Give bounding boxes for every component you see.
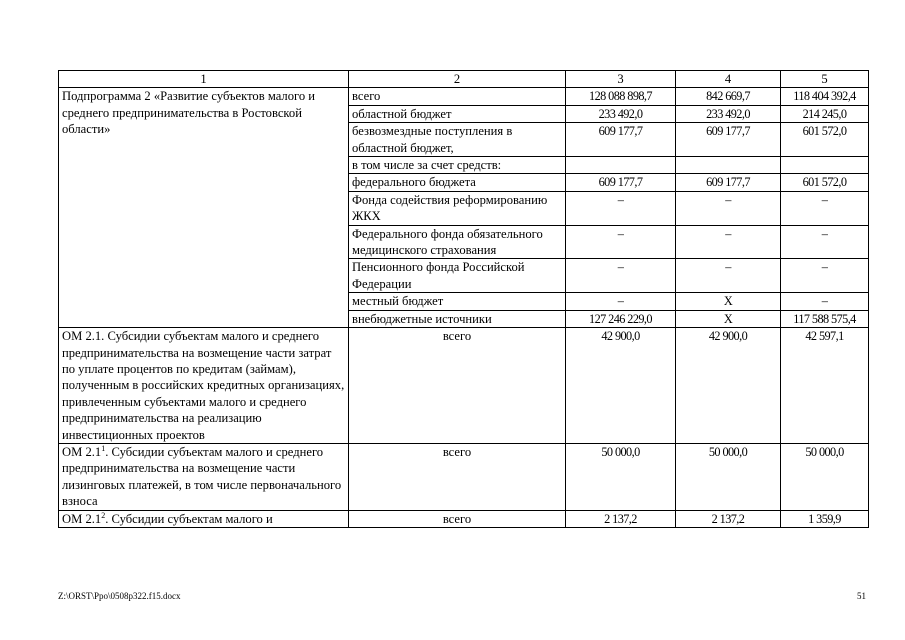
value-col3: 233 492,0 [566,105,676,122]
value-col5: 118 404 392,4 [781,88,869,105]
table-row [59,328,869,444]
value-col5: – [781,293,869,310]
value-col4: 842 669,7 [676,88,781,105]
source-label: всего [349,443,566,510]
value-col3 [566,157,676,174]
value-col4: 2 137,2 [676,510,781,527]
value-col3: 609 177,7 [566,174,676,191]
value-col4: Х [676,310,781,327]
om21-2-title [59,510,349,527]
source-label: федерального бюджета [349,174,566,191]
value-col4: – [676,191,781,225]
value-col3: 127 246 229,0 [566,310,676,327]
source-label: в том числе за счет средств: [349,157,566,174]
source-label: безвозмездные поступления в областной бюджет, [349,123,566,157]
value-col5: 214 245,0 [781,105,869,122]
value-col5: 601 572,0 [781,174,869,191]
om-text: . Субсидии субъектам малого и среднего предпринимательства на возмещение части лизинговых платежей, в том числе первоначального взноса [62,444,342,509]
value-col5: 42 597,1 [781,328,869,444]
om-text: . Субсидии субъектам малого и [105,511,273,526]
header-col-3: 3 [566,71,676,88]
value-col4: 42 900,0 [676,328,781,444]
value-col3: 128 088 898,7 [566,88,676,105]
value-col3: – [566,225,676,259]
source-label: всего [349,88,566,105]
value-col3: – [566,293,676,310]
value-col4: 609 177,7 [676,123,781,157]
source-label: областной бюджет [349,105,566,122]
value-col4: Х [676,293,781,310]
value-col5: 1 359,9 [781,510,869,527]
source-label: местный бюджет [349,293,566,310]
value-col5 [781,157,869,174]
page-number: 51 [857,591,866,601]
value-col5: – [781,191,869,225]
value-col3: – [566,191,676,225]
om21-title: ОМ 2.1. Субсидии субъектам малого и среднего предпринимательства на возмещение части затрат по уплате процентов по кредитам (займам), полученным в российских кредитных организациях, привлеченным субъектами малого и среднего предпринимательства на реализацию инвестиционных проектов [59,328,349,444]
source-label: Фонда содействия реформированию ЖКХ [349,191,566,225]
source-label: Федерального фонда обязательного медицинского страхования [349,225,566,259]
table-row [59,88,869,105]
value-col3: 42 900,0 [566,328,676,444]
subprogram-title: Подпрограмма 2 «Развитие субъектов малого и среднего предпринимательства в Ростовской области» [59,88,349,328]
source-label: внебюджетные источники [349,310,566,327]
table-header-row [59,71,869,88]
value-col4: 233 492,0 [676,105,781,122]
value-col5: – [781,225,869,259]
om-prefix: ОМ 2.1 [62,444,102,459]
value-col5: 50 000,0 [781,443,869,510]
value-col4: 50 000,0 [676,443,781,510]
value-col3: 50 000,0 [566,443,676,510]
footer-file-path: Z:\ORST\Ppo\0508p322.f15.docx [58,591,181,601]
value-col3: – [566,259,676,293]
value-col3: 609 177,7 [566,123,676,157]
budget-table [58,70,869,528]
table-row [59,510,869,527]
source-label: Пенсионного фонда Российской Федерации [349,259,566,293]
om-superscript: 2 [101,510,106,520]
source-label: всего [349,328,566,444]
header-col-1: 1 [59,71,349,88]
om-prefix: ОМ 2.1 [62,511,102,526]
value-col4: – [676,225,781,259]
value-col5: 601 572,0 [781,123,869,157]
om-superscript: 1 [101,443,106,453]
value-col4 [676,157,781,174]
om21-1-title [59,443,349,510]
table-row [59,443,869,510]
value-col5: – [781,259,869,293]
header-col-2: 2 [349,71,566,88]
value-col3: 2 137,2 [566,510,676,527]
value-col5: 117 588 575,4 [781,310,869,327]
value-col4: 609 177,7 [676,174,781,191]
header-col-5: 5 [781,71,869,88]
source-label: всего [349,510,566,527]
header-col-4: 4 [676,71,781,88]
value-col4: – [676,259,781,293]
